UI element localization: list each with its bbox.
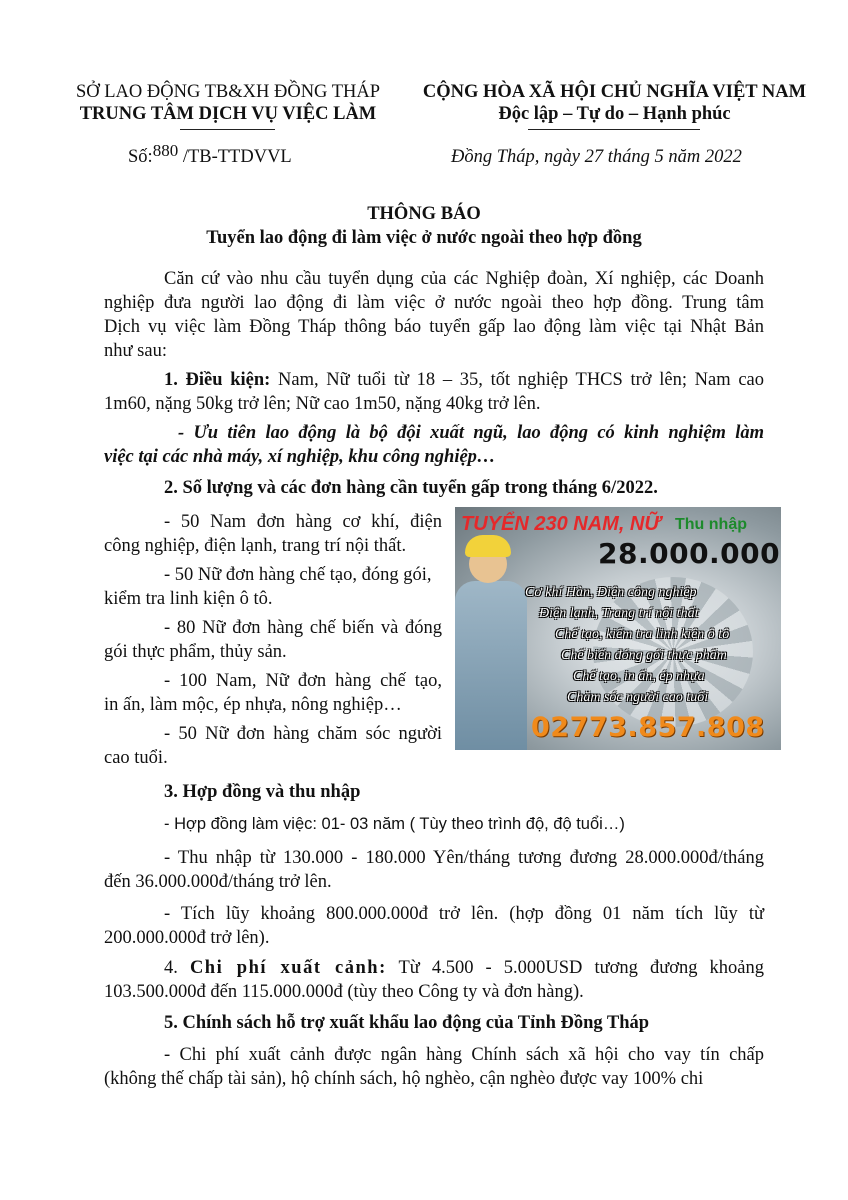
document-number-label: Số: [128,147,153,167]
priority-line: việc tại các nhà máy, xí nghiệp, khu công nghiệp… [104,447,496,467]
banner-job: Điện lạnh, Trang trí nội thất [539,606,699,621]
order-item: - 80 Nữ đơn hàng chế biến và đóng [164,618,442,638]
income-line: đến 36.000.000đ/tháng trở lên. [104,872,332,892]
section-1-line: 1m60, nặng 50kg trở lên; Nữ cao 1m50, nặng 40kg trở lên. [104,394,541,414]
national-title: CỘNG HÒA XÃ HỘI CHỦ NGHĨA VIỆT NAM [422,82,807,102]
order-item: - 50 Nam đơn hàng cơ khí, điện [164,512,442,532]
banner-income-label: Thu nhập [675,516,747,533]
intro-line: như sau: [104,341,167,361]
order-item: in ấn, làm mộc, ép nhựa, nông nghiệp… [104,695,402,715]
hard-hat-icon [465,535,511,557]
section-1-text: Nam, Nữ tuổi từ 18 – 35, tốt nghiệp THCS trở lên; Nam cao [270,370,765,390]
banner-title: TUYỂN 230 NAM, NỮ [461,513,661,535]
intro-line: Căn cứ vào nhu cầu tuyển dụng của các Nghiệp đoàn, Xí nghiệp, các Doanh [164,269,764,289]
contract-line: - Hợp đồng làm việc: 01- 03 năm ( Tùy theo trình độ, độ tuổi…) [164,815,625,833]
section-1-line [164,368,764,392]
recruitment-banner [455,507,781,750]
savings-line: - Tích lũy khoảng 800.000.000đ trở lên. (hợp đồng 01 năm tích lũy từ [164,904,764,924]
center-name: TRUNG TÂM DỊCH VỤ VIỆC LÀM [79,104,377,124]
banner-job: Chế biến đóng gói thực phẩm [561,648,727,663]
savings-line: 200.000.000đ trở lên). [104,928,270,948]
order-item: - 100 Nam, Nữ đơn hàng chế tạo, [164,671,442,691]
section-4-label: Chi phí xuất cảnh: [189,958,387,978]
order-item: - 50 Nữ đơn hàng chế tạo, đóng gói, [164,565,432,585]
section-4-line [164,956,764,980]
order-item: công nghiệp, điện lạnh, trang trí nội thất. [104,536,407,556]
section-4-text: Từ 4.500 - 5.000USD tương đương khoảng [386,958,765,978]
banner-job: Chăm sóc người cao tuổi [567,690,709,705]
document-number-suffix: /TB-TTDVVL [182,147,292,167]
section-1-label: 1. Điều kiện: [164,370,271,390]
section-3-heading: 3. Hợp đồng và thu nhập [164,782,361,802]
notice-title: THÔNG BÁO [367,204,481,224]
banner-income-value: 28.000.000 [598,537,781,570]
priority-line: - Ưu tiên lao động là bộ đội xuất ngũ, lao động có kinh nghiệm làm [178,423,764,443]
order-item: - 50 Nữ đơn hàng chăm sóc người [164,724,442,744]
banner-phone: 02773.857.808 [531,712,765,743]
intro-line: nghiệp đưa người lao động đi làm việc ở nước ngoài theo hợp đồng. Trung tâm [104,293,764,313]
section-2-heading: 2. Số lượng và các đơn hàng cần tuyển gấp trong tháng 6/2022. [164,478,658,498]
place-date: Đồng Tháp, ngày 27 tháng 5 năm 2022 [451,147,742,167]
intro-line: Dịch vụ việc làm Đồng Tháp thông báo tuyển gấp lao động làm việc tại Nhật Bản [104,317,764,337]
order-item: kiểm tra linh kiện ô tô. [104,589,273,609]
agency-name: SỞ LAO ĐỘNG TB&XH ĐỒNG THÁP [75,82,381,102]
national-motto: Độc lập – Tự do – Hạnh phúc [498,104,731,124]
worker-figure [455,581,527,750]
banner-job: Chế tạo, kiểm tra linh kiện ô tô [555,627,730,642]
notice-subtitle: Tuyển lao động đi làm việc ở nước ngoài theo hợp đồng [206,228,642,248]
national-motto-underline [528,129,700,130]
section-5-line: - Chi phí xuất cảnh được ngân hàng Chính sách xã hội cho vay tín chấp [164,1045,764,1065]
order-item: cao tuổi. [104,748,168,768]
section-5-heading: 5. Chính sách hỗ trợ xuất khẩu lao động của Tỉnh Đồng Tháp [164,1013,650,1033]
document-number-value: 880 [152,141,179,160]
center-name-underline [180,129,275,130]
section-4-number: 4. [164,958,178,978]
document-number [128,141,292,168]
banner-job: Chế tạo, in ấn, ép nhựa [573,669,705,684]
income-line: - Thu nhập từ 130.000 - 180.000 Yên/tháng tương đương 28.000.000đ/tháng [164,848,764,868]
section-5-line: (không thế chấp tài sản), hộ chính sách, hộ nghèo, cận nghèo được vay 100% chi [104,1069,704,1089]
order-item: gói thực phẩm, thủy sản. [104,642,287,662]
banner-job: Cơ khí Hàn, Điện công nghiệp [525,585,697,600]
section-4-line: 103.500.000đ đến 115.000.000đ (tùy theo Công ty và đơn hàng). [104,982,584,1002]
